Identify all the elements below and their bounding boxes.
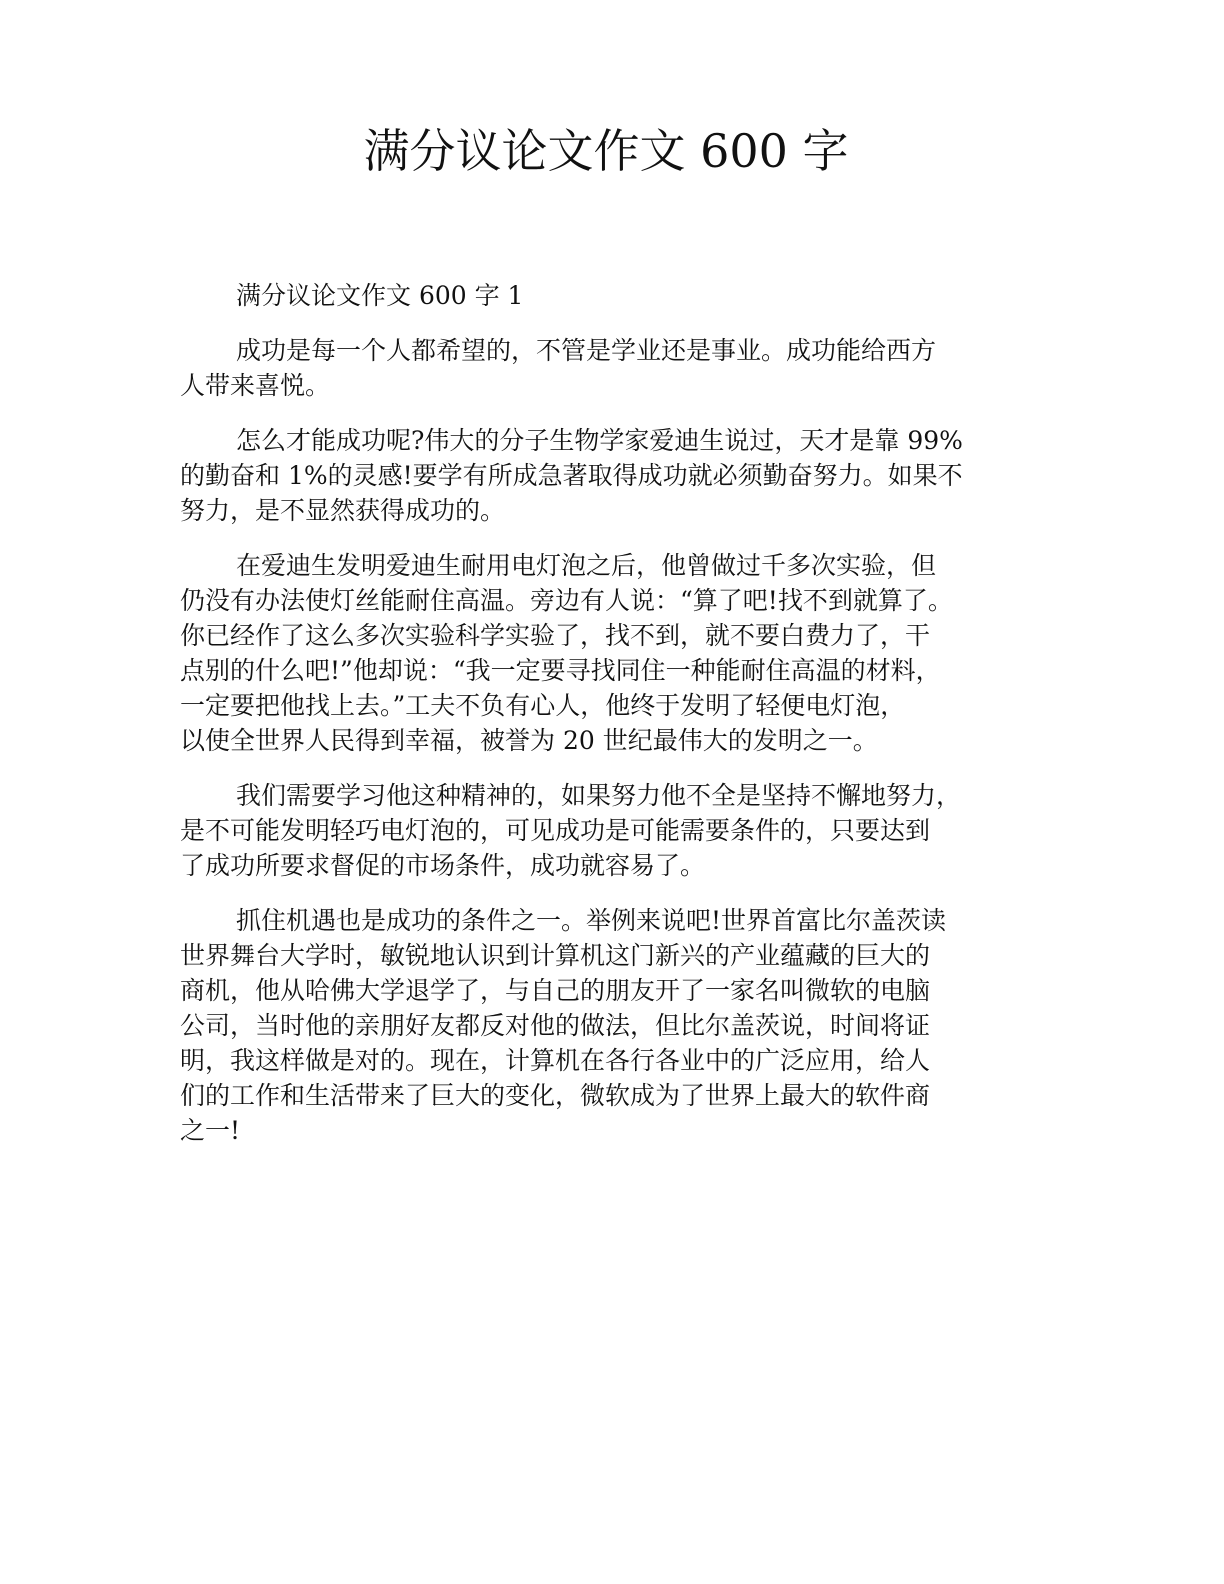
document-body	[180, 278, 1060, 1168]
paragraph-line: 们的工作和生活带来了巨大的变化，微软成为了世界上最大的软件商	[180, 1081, 931, 1110]
paragraph-line: 成功是每一个人都希望的，不管是学业还是事业。成功能给西方	[236, 336, 937, 365]
paragraph-line: 之一!	[180, 1116, 241, 1145]
paragraph-line: 点别的什么吧!”他却说：“我一定要寻找同住一种能耐住高温的材料，	[180, 656, 941, 685]
paragraph-4	[180, 778, 1060, 883]
paragraph-line: 商机，他从哈佛大学退学了，与自己的朋友开了一家名叫微软的电脑	[180, 976, 931, 1005]
paragraph-line: 满分议论文作文 600 字 1	[236, 281, 524, 310]
document-title: 满分议论文作文 600 字	[363, 124, 849, 178]
paragraph-line: 以使全世界人民得到幸福，被誉为 20 世纪最伟大的发明之一。	[180, 726, 878, 755]
paragraph-line: 抓住机遇也是成功的条件之一。举例来说吧!世界首富比尔盖茨读	[236, 906, 947, 935]
paragraph-2	[180, 423, 1060, 528]
paragraph-5	[180, 903, 1060, 1148]
paragraph-line: 努力，是不显然获得成功的。	[180, 496, 506, 525]
paragraph-line: 怎么才能成功呢?伟大的分子生物学家爱迪生说过，天才是靠 99%	[236, 426, 963, 455]
paragraph-line: 明，我这样做是对的。现在，计算机在各行各业中的广泛应用，给人	[180, 1046, 931, 1075]
paragraph-line: 了成功所要求督促的市场条件，成功就容易了。	[180, 851, 706, 880]
paragraph-line: 一定要把他找上去。”工夫不负有心人，他终于发明了轻便电灯泡，	[180, 691, 906, 720]
paragraph-subtitle	[180, 278, 1060, 313]
paragraph-line: 在爱迪生发明爱迪生耐用电灯泡之后，他曾做过千多次实验，但	[236, 551, 937, 580]
paragraph-line: 是不可能发明轻巧电灯泡的，可见成功是可能需要条件的，只要达到	[180, 816, 931, 845]
paragraph-line: 公司，当时他的亲朋好友都反对他的做法，但比尔盖茨说，时间将证	[180, 1011, 931, 1040]
paragraph-line: 我们需要学习他这种精神的，如果努力他不全是坚持不懈地努力，	[236, 781, 962, 810]
paragraph-line: 人带来喜悦。	[180, 371, 331, 400]
paragraph-line: 你已经作了这么多次实验科学实验了，找不到，就不要白费力了，干	[180, 621, 931, 650]
paragraph-line: 的勤奋和 1%的灵感!要学有所成急著取得成功就必须勤奋努力。如果不	[180, 461, 963, 490]
paragraph-line: 仍没有办法使灯丝能耐住高温。旁边有人说：“算了吧!找不到就算了。	[180, 586, 953, 615]
paragraph-line: 世界舞台大学时，敏锐地认识到计算机这门新兴的产业蕴藏的巨大的	[180, 941, 931, 970]
paragraph-1	[180, 333, 1060, 403]
paragraph-3	[180, 548, 1060, 758]
